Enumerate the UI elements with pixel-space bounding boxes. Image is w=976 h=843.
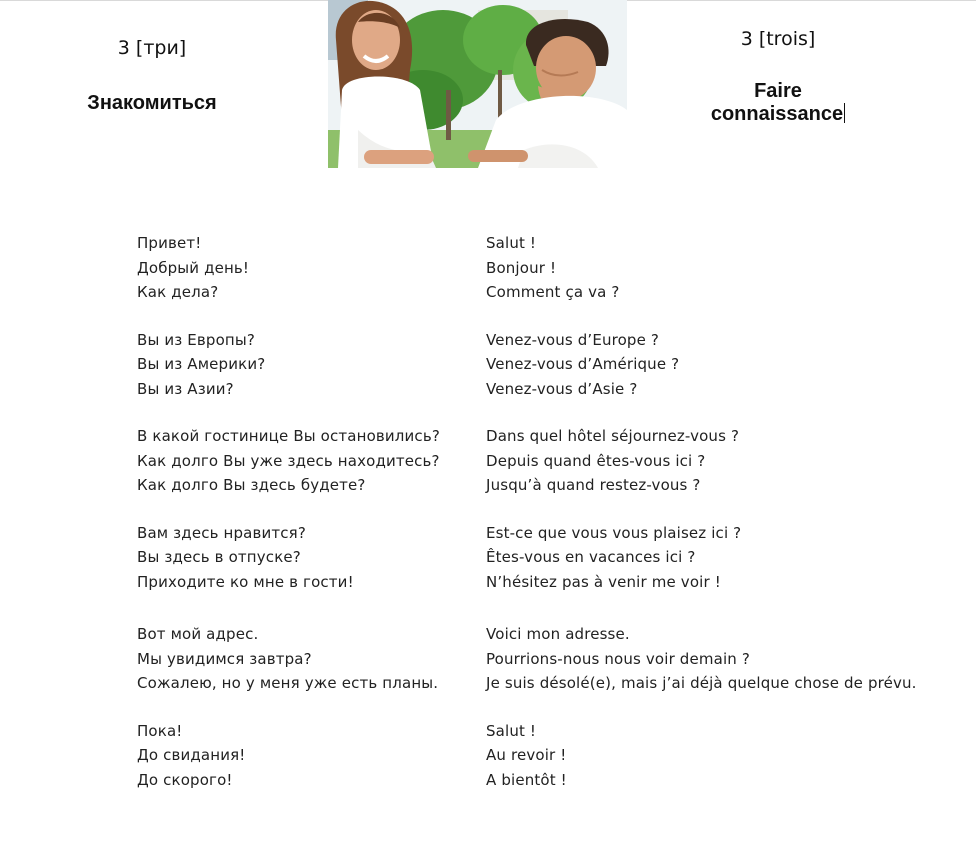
lesson-title-fr-line2 [698, 103, 858, 126]
phrase-russian: Привет! [137, 234, 202, 252]
phrase-row [137, 328, 962, 353]
phrase-russian: До свидания! [137, 746, 246, 764]
phrase-row [137, 377, 962, 402]
phrase-french: Êtes-vous en vacances ici ? [486, 548, 696, 566]
phrase-russian: Сожалею, но у меня уже есть планы. [137, 674, 439, 692]
phrase-group [137, 231, 962, 305]
phrase-row [137, 622, 962, 647]
phrase-russian: Вы из Европы? [137, 330, 255, 349]
lesson-number-ru: 3 [три] [117, 37, 187, 59]
phrase-row [137, 352, 962, 377]
phrase-group [137, 424, 962, 498]
phrase-group [137, 521, 962, 595]
phrase-french: Est-ce que vous vous plaisez ici ? [486, 523, 742, 542]
lesson-number-fr: 3 [trois] [740, 28, 816, 50]
phrase-french: Venez-vous d’Europe ? [486, 330, 660, 349]
phrase-row [137, 521, 962, 546]
phrase-french: Salut ! [486, 234, 537, 252]
phrase-french: Venez-vous d’Amérique ? [486, 355, 680, 373]
phrase-row [137, 719, 962, 744]
phrase-row [137, 256, 962, 281]
phrase-russian: Вы из Азии? [137, 379, 234, 398]
phrase-russian: Как долго Вы уже здесь находитесь? [137, 451, 440, 470]
lesson-title-fr-line1: Faire [754, 80, 802, 102]
phrase-row [137, 280, 962, 305]
phrase-french: Bonjour ! [486, 258, 557, 277]
lesson-title-fr-line2-text: connaissance [710, 103, 844, 125]
phrase-french: N’hésitez pas à venir me voir ! [486, 572, 721, 591]
phrase-russian: Вот мой адрес. [137, 625, 259, 643]
lesson-header-french [698, 27, 858, 126]
phrase-russian: Вы здесь в отпуске? [137, 548, 301, 566]
phrase-french: Je suis désolé(e), mais j’ai déjà quelque chose de prévu. [486, 674, 917, 692]
phrase-russian: Вам здесь нравится? [137, 523, 306, 542]
phrase-group [137, 328, 962, 402]
phrase-russian: Вы из Америки? [137, 355, 266, 373]
lesson-photo [328, 0, 627, 168]
phrase-row [137, 545, 962, 570]
phrase-french: Voici mon adresse. [486, 625, 630, 643]
photo-people-chatting-icon [328, 0, 627, 168]
phrase-french: Au revoir ! [486, 746, 567, 764]
phrase-russian: В какой гостинице Вы остановились? [137, 427, 440, 445]
phrase-french: Venez-vous d’Asie ? [486, 379, 638, 398]
phrase-row [137, 671, 962, 696]
phrase-row [137, 647, 962, 672]
phrase-russian: Мы увидимся завтра? [137, 649, 312, 668]
phrase-russian: До скорого! [137, 770, 233, 789]
phrase-french: Depuis quand êtes-vous ici ? [486, 451, 706, 470]
phrase-list [137, 231, 962, 815]
phrase-russian: Добрый день! [137, 258, 250, 277]
phrase-russian: Как дела? [137, 283, 219, 301]
phrase-french: Jusqu’à quand restez-vous ? [486, 476, 701, 494]
phrase-french: Salut ! [486, 721, 537, 740]
phrase-group [137, 719, 962, 793]
phrase-row [137, 768, 962, 793]
phrase-row [137, 570, 962, 595]
phrase-russian: Пока! [137, 721, 183, 740]
phrase-row [137, 231, 962, 256]
phrase-french: Dans quel hôtel séjournez-vous ? [486, 427, 740, 445]
phrase-french: A bientôt ! [486, 770, 567, 789]
phrase-french: Pourrions-nous nous voir demain ? [486, 649, 750, 668]
phrase-row [137, 743, 962, 768]
phrase-group [137, 622, 962, 696]
text-cursor [844, 103, 845, 123]
phrase-russian: Как долго Вы здесь будете? [137, 476, 366, 494]
phrase-row [137, 473, 962, 498]
phrase-french: Comment ça va ? [486, 283, 620, 301]
phrase-row [137, 449, 962, 474]
phrase-row [137, 424, 962, 449]
lesson-title-ru: Знакомиться [87, 92, 217, 114]
lesson-title-fr [698, 80, 858, 126]
phrase-russian: Приходите ко мне в гости! [137, 572, 354, 591]
lesson-header-russian [77, 36, 227, 115]
